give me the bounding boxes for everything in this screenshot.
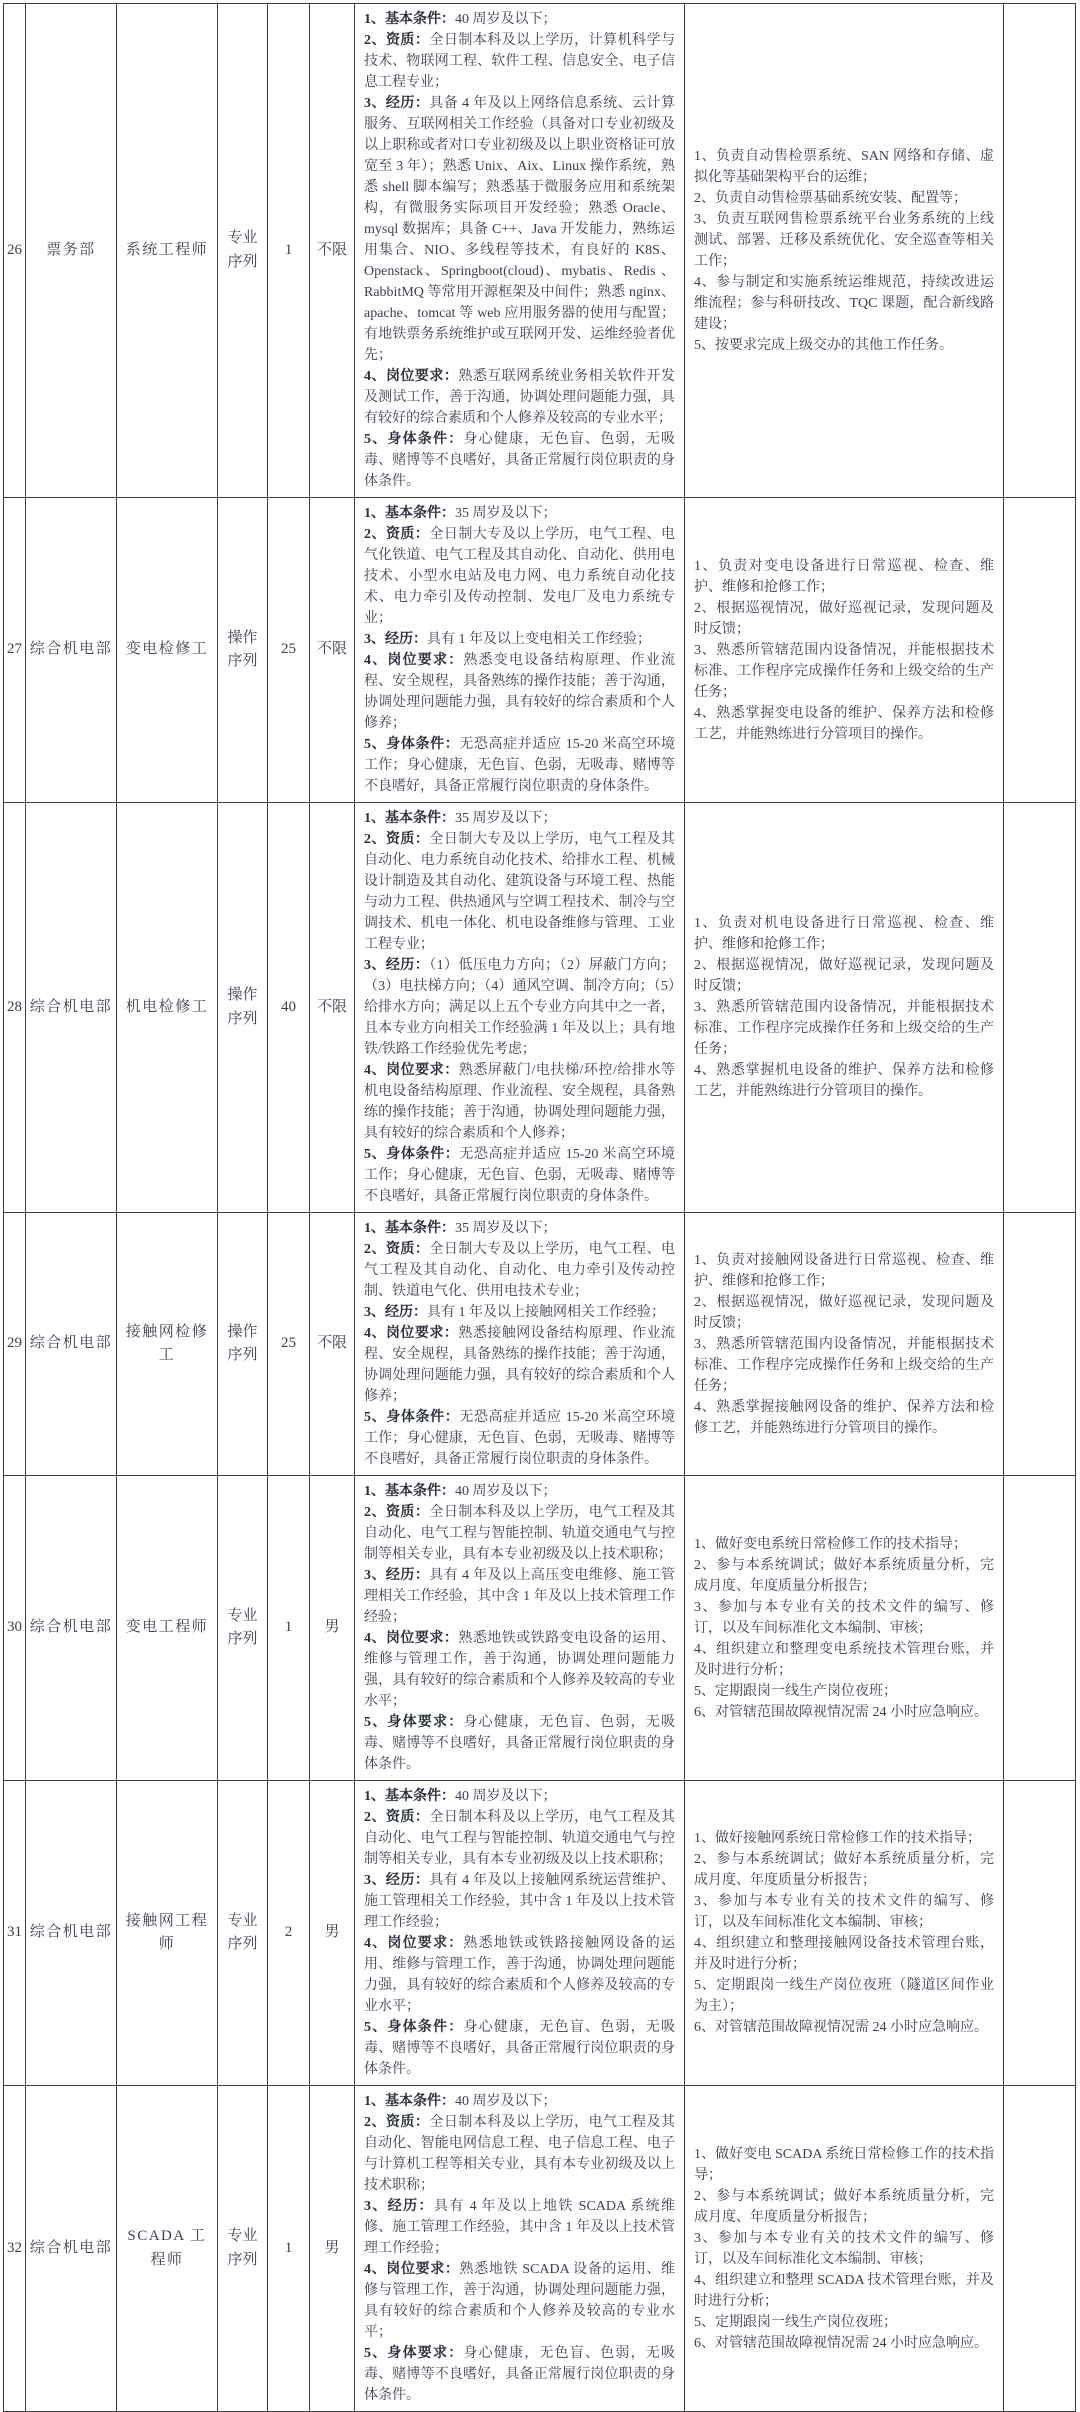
requirement-item: 1、基本条件：40 周岁及以下； [364,12,557,27]
duty-item: 1、负责自动售检票系统、SAN 网络和存储、虚拟化等基础架构平台的运维； [694,148,994,185]
cell-empty [1004,2086,1076,2412]
cell-row-number: 32 [4,2086,26,2412]
requirement-item: 2、资质：全日制本科及以上学历，计算机科学与技术、物联网工程、软件工程、信息安全、电子信息工程专业； [364,33,676,90]
duty-item: 3、参加与本专业有关的技术文件的编写、修订，以及车间标准化文本编制、审核； [694,1894,994,1930]
requirement-item: 1、基本条件：35 周岁及以下； [364,1221,557,1236]
cell-gender: 不限 [310,498,355,803]
table-row [4,1781,1076,2086]
duty-item: 2、根据巡视情况，做好巡视记录，发现问题及时反馈； [694,600,994,637]
requirement-item: 5、身体要求：身心健康，无色盲、色弱，无吸毒、赌博等不良嗜好，具备正常履行岗位职责的身体条件。 [364,1715,676,1772]
cell-sequence-type: 专业序列 [218,1781,268,2086]
cell-requirements [355,4,685,498]
cell-row-number: 30 [4,1476,26,1781]
cell-duties [685,2086,1004,2412]
cell-department: 综合机电部 [26,1781,117,2086]
cell-sequence-type: 专业序列 [218,2086,268,2412]
requirement-item: 1、基本条件：40 周岁及以下； [364,2094,557,2109]
cell-duties [685,803,1004,1213]
cell-headcount: 40 [268,803,310,1213]
cell-position: 变电检修工 [117,498,218,803]
cell-empty [1004,1476,1076,1781]
requirement-item: 5、身体要求：身心健康，无色盲、色弱，无吸毒、赌博等不良嗜好，具备正常履行岗位职责的身体条件。 [364,2346,676,2403]
requirement-item: 4、岗位要求：熟悉屏蔽门/电扶梯/环控/给排水等机电设备结构原理、作业流程、安全规程，具备熟练的操作技能；善于沟通，协调处理问题能力强，具有较好的综合素质和个人修养； [364,1063,676,1141]
requirement-item: 2、资质：全日制本科及以上学历，电气工程及其自动化、智能电网信息工程、电子信息工程、电子与计算机工程等相关专业，具有本专业初级及以上技术职称； [364,2115,676,2193]
requirement-item: 2、资质：全日制大专及以上学历，电气工程、电气化铁道、电气工程及其自动化、自动化、供用电技术、小型水电站及电力网、电力系统自动化技术、电力牵引及传动控制、发电厂及电力系统专业； [364,527,676,626]
requirement-item: 1、基本条件：35 周岁及以下； [364,506,557,521]
requirement-item: 4、岗位要求：熟悉互联网系统业务相关软件开发及测试工作，善于沟通，协调处理问题能力强，具有较好的综合素质和个人修养及较高的专业水平； [364,369,676,426]
cell-sequence-type: 操作序列 [218,1213,268,1476]
cell-department: 综合机电部 [26,498,117,803]
cell-duties [685,1213,1004,1476]
duty-item: 3、负责互联网售检票系统平台业务系统的上线测试、部署、迁移及系统优化、安全巡查等相关工作； [694,211,994,269]
cell-gender: 不限 [310,4,355,498]
duty-item: 5、定期跟岗一线生产岗位夜班（隧道区间作业为主）； [694,1978,994,2014]
table-row [4,4,1076,498]
requirement-item: 5、身体条件：身心健康，无色盲、色弱，无吸毒、赌博等不良嗜好，具备正常履行岗位职责的身体条件。 [364,2020,676,2077]
requirement-item: 5、身体条件：无恐高症并适应 15-20 米高空环境工作；身心健康，无色盲、色弱，无吸毒、赌博等不良嗜好，具备正常履行岗位职责的身体条件。 [364,737,676,794]
cell-requirements [355,498,685,803]
cell-row-number: 26 [4,4,26,498]
table-row [4,1476,1076,1781]
cell-requirements [355,1213,685,1476]
table-row [4,1213,1076,1476]
cell-headcount: 25 [268,498,310,803]
duty-item: 2、参与本系统调试；做好本系统质量分析，完成月度、年度质量分析报告； [694,1557,994,1594]
table-row [4,2086,1076,2412]
requirement-item: 4、岗位要求：熟悉地铁或铁路变电设备的运用、维修与管理工作，善于沟通，协调处理问题能力强，具有较好的综合素质和个人修养及较高的专业水平； [364,1631,676,1709]
cell-requirements [355,2086,685,2412]
requirement-item: 3、经历：具有 4 年及以上高压变电维修、施工管理相关工作经验，其中含 1 年及以上技术管理工作经验； [364,1568,676,1625]
cell-sequence-type: 操作序列 [218,498,268,803]
table-row [4,803,1076,1213]
cell-duties [685,498,1004,803]
cell-department: 综合机电部 [26,2086,117,2412]
cell-sequence-type: 操作序列 [218,803,268,1213]
requirement-item: 1、基本条件：40 周岁及以下； [364,1789,557,1804]
requirement-item: 2、资质：全日制本科及以上学历，电气工程及其自动化、电气工程与智能控制、轨道交通电气与控制等相关专业，具有本专业初级及以上技术职称； [364,1505,676,1562]
cell-headcount: 25 [268,1213,310,1476]
requirement-item: 1、基本条件：35 周岁及以下； [364,811,557,826]
cell-position: 接触网检修工 [117,1213,218,1476]
cell-empty [1004,498,1076,803]
cell-duties [685,1476,1004,1781]
requirement-item: 4、岗位要求：熟悉地铁或铁路接触网设备的运用、维修与管理工作，善于沟通，协调处理问题能力强，具有较好的综合素质和个人修养及较高的专业水平； [364,1936,676,2014]
duty-item: 3、熟悉所管辖范围内设备情况，并能根据技术标准、工作程序完成操作任务和上级交给的生产任务； [694,1336,994,1394]
requirement-item: 3、经历：具备 4 年及以上网络信息系统、云计算服务、互联网相关工作经验（具备对口专业初级及以上职称或者对口专业初级及以上职业资格证可放宽至 3 年）；熟悉 Unix、Aix、Linux 操作系统，熟悉 shell 脚本编写；熟悉基于微服务应用和系统架构，有微服务实际项目开发经验；熟悉 Oracle、mysql 数据库；具备 C++、Java 开发能力，熟练运用集合、NIO、多线程等技术，有良好的 K8S、Openstack、Springboot(cloud)、mybatis、Redis 、RabbitMQ 等常用开源框架及中间件；熟悉 nginx、apache、tomcat 等 web 应用服务器的使用与配置；有地铁票务系统维护或互联网开发、运维经验者优先； [364,96,676,363]
cell-empty [1004,803,1076,1213]
cell-row-number: 31 [4,1781,26,2086]
duty-item: 3、参加与本专业有关的技术文件的编写、修订，以及车间标准化文本编制、审核； [694,2230,994,2267]
duty-item: 1、做好变电 SCADA 系统日常检修工作的技术指导； [694,2146,994,2183]
cell-sequence-type: 专业序列 [218,1476,268,1781]
duty-item: 2、负责自动售检票基础系统安装、配置等； [694,190,967,206]
duty-item: 5、定期跟岗一线生产岗位夜班； [694,1683,897,1699]
cell-gender: 不限 [310,1213,355,1476]
requirement-item: 2、资质：全日制大专及以上学历，电气工程、电气工程及其自动化、自动化、电力牵引及传动控制、铁道电气化、供用电技术专业； [364,1242,676,1299]
duty-item: 6、对管辖范围故障视情况需 24 小时应急响应。 [694,2335,988,2351]
job-position-table [3,3,1076,2412]
cell-empty [1004,1213,1076,1476]
duty-item: 1、负责对变电设备进行日常巡视、检查、维护、维修和抢修工作； [694,558,994,595]
duty-item: 4、熟悉掌握机电设备的维护、保养方法和检修工艺，并能熟练进行分管项目的操作。 [694,1063,994,1099]
cell-row-number: 28 [4,803,26,1213]
job-table-body [4,4,1076,2412]
cell-position: 系统工程师 [117,4,218,498]
requirement-item: 5、身体条件：身心健康，无色盲、色弱，无吸毒、赌博等不良嗜好，具备正常履行岗位职责的身体条件。 [364,432,676,489]
duty-item: 5、按要求完成上级交办的其他工作任务。 [694,337,953,353]
duty-item: 3、参加与本专业有关的技术文件的编写、修订，以及车间标准化文本编制、审核； [694,1599,994,1636]
table-row [4,498,1076,803]
duty-item: 1、负责对接触网设备进行日常巡视、检查、维护、维修和抢修工作； [694,1252,994,1289]
requirement-item: 3、经历：具有 4 年及以上接触网系统运营维护、施工管理相关工作经验，其中含 1 年及以上技术管理工作经验； [364,1873,676,1930]
duty-item: 6、对管辖范围故障视情况需 24 小时应急响应。 [694,2020,988,2035]
duty-item: 3、熟悉所管辖范围内设备情况，并能根据技术标准、工作程序完成操作任务和上级交给的生产任务； [694,1000,994,1057]
cell-gender: 男 [310,2086,355,2412]
duty-item: 2、参与本系统调试；做好本系统质量分析，完成月度、年度质量分析报告； [694,1852,994,1888]
requirement-item: 4、岗位要求：熟悉地铁 SCADA 设备的运用、维修与管理工作，善于沟通，协调处理问题能力强，具有较好的综合素质和个人修养及较高的专业水平； [364,2262,676,2340]
duty-item: 1、负责对机电设备进行日常巡视、检查、维护、维修和抢修工作； [694,916,994,952]
duty-item: 4、熟悉掌握变电设备的维护、保养方法和检修工艺，并能熟练进行分管项目的操作。 [694,705,994,742]
duty-item: 2、根据巡视情况，做好巡视记录，发现问题及时反馈； [694,958,994,994]
duty-item: 4、熟悉掌握接触网设备的维护、保养方法和检修工艺，并能熟练进行分管项目的操作。 [694,1399,994,1436]
duty-item: 2、参与本系统调试；做好本系统质量分析，完成月度、年度质量分析报告； [694,2188,994,2225]
requirement-item: 3、经历：具有 4 年及以上地铁 SCADA 系统维修、施工管理工作经验，其中含 1 年及以上技术管理工作经验； [364,2199,676,2256]
cell-department: 综合机电部 [26,1213,117,1476]
cell-department: 票务部 [26,4,117,498]
cell-department: 综合机电部 [26,1476,117,1781]
duty-item: 4、组织建立和整理变电系统技术管理台账，并及时进行分析； [694,1641,994,1678]
requirement-item: 2、资质：全日制本科及以上学历，电气工程及其自动化、电气工程与智能控制、轨道交通电气与控制等相关专业，具有本专业初级及以上技术职称； [364,1810,676,1867]
cell-headcount: 2 [268,1781,310,2086]
cell-headcount: 1 [268,1476,310,1781]
requirement-item: 3、经历：具有 1 年及以上变电相关工作经验； [364,632,651,647]
cell-headcount: 1 [268,4,310,498]
cell-gender: 男 [310,1476,355,1781]
cell-duties [685,4,1004,498]
cell-position: 变电工程师 [117,1476,218,1781]
duty-item: 5、定期跟岗一线生产岗位夜班； [694,2314,897,2330]
cell-empty [1004,1781,1076,2086]
cell-duties [685,1781,1004,2086]
cell-department: 综合机电部 [26,803,117,1213]
cell-requirements [355,1781,685,2086]
cell-gender: 不限 [310,803,355,1213]
cell-empty [1004,4,1076,498]
requirement-item: 4、岗位要求：熟悉变电设备结构原理、作业流程、安全规程，具备熟练的操作技能；善于沟通，协调处理问题能力强，具有较好的综合素质和个人修养； [364,653,676,731]
requirement-item: 4、岗位要求：熟悉接触网设备结构原理、作业流程、安全规程，具备熟练的操作技能；善于沟通，协调处理问题能力强，具有较好的综合素质和个人修养； [364,1326,676,1404]
cell-gender: 男 [310,1781,355,2086]
duty-item: 1、做好变电系统日常检修工作的技术指导； [694,1536,967,1552]
requirement-item: 1、基本条件：40 周岁及以下； [364,1484,557,1499]
cell-position: 接触网工程师 [117,1781,218,2086]
requirement-item: 3、经历：（1）低压电力方向；（2）屏蔽门方向；（3）电扶梯方向；（4）通风空调、制冷方向；（5）给排水方向；满足以上五个专业方向其中之一者，且本专业方向相关工作经验满 1 年及以上；具有地铁/铁路工作经验优先考虑； [364,958,676,1057]
cell-position: 机电检修工 [117,803,218,1213]
cell-row-number: 29 [4,1213,26,1476]
duty-item: 2、根据巡视情况，做好巡视记录，发现问题及时反馈； [694,1294,994,1331]
cell-sequence-type: 专业序列 [218,4,268,498]
cell-requirements [355,1476,685,1781]
requirement-item: 2、资质：全日制大专及以上学历，电气工程及其自动化、电力系统自动化技术、给排水工程、机械设计制造及其自动化、建筑设备与环境工程、热能与动力工程、供热通风与空调工程技术、制冷与空调技术、机电一体化、机电设备维修与管理、工业工程专业； [364,832,676,952]
duty-item: 6、对管辖范围故障视情况需 24 小时应急响应。 [694,1704,988,1720]
duty-item: 1、做好接触网系统日常检修工作的技术指导； [694,1831,981,1846]
requirement-item: 5、身体条件：无恐高症并适应 15-20 米高空环境工作；身心健康，无色盲、色弱，无吸毒、赌博等不良嗜好，具备正常履行岗位职责的身体条件。 [364,1410,676,1467]
duty-item: 4、参与制定和实施系统运维规范，持续改进运维流程；参与科研技改、TQC 课题，配合新线路建设； [694,274,994,332]
cell-headcount: 1 [268,2086,310,2412]
document-page [0,3,1080,2412]
duty-item: 3、熟悉所管辖范围内设备情况，并能根据技术标准、工作程序完成操作任务和上级交给的生产任务； [694,642,994,700]
duty-item: 4、组织建立和整理接触网设备技术管理台账，并及时进行分析； [694,1936,994,1972]
cell-position: SCADA 工程师 [117,2086,218,2412]
requirement-item: 3、经历：具有 1 年及以上接触网相关工作经验； [364,1305,665,1320]
cell-requirements [355,803,685,1213]
cell-row-number: 27 [4,498,26,803]
requirement-item: 5、身体条件：无恐高症并适应 15-20 米高空环境工作；身心健康，无色盲、色弱，无吸毒、赌博等不良嗜好，具备正常履行岗位职责的身体条件。 [364,1147,676,1204]
duty-item: 4、组织建立和整理 SCADA 技术管理台账，并及时进行分析； [694,2272,994,2309]
